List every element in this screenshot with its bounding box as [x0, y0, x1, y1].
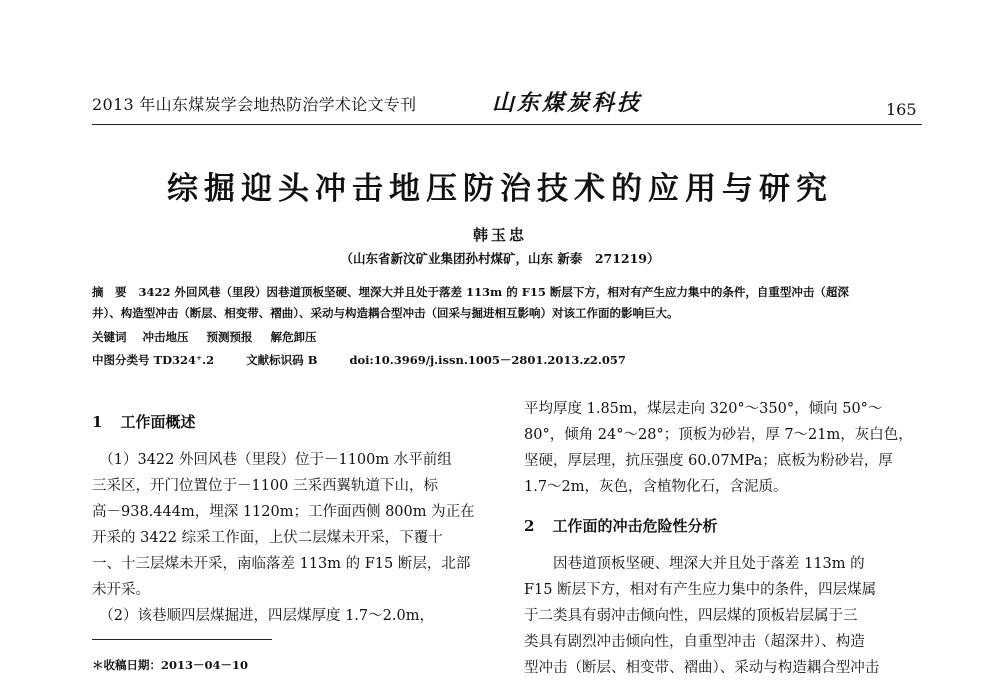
classification-label: 中图分类号	[92, 353, 150, 367]
journal-brand-logo: 山东煤炭科技	[492, 90, 643, 116]
body-line: 开采的 3422 综采工作面，上伏二层煤未开采，下覆十	[92, 530, 443, 546]
footnote-rule	[92, 639, 272, 640]
author-affiliation: （山东省新汶矿业集团孙村煤矿，山东 新泰 271219）	[340, 251, 660, 266]
abstract-label: 摘 要	[92, 285, 127, 299]
doi: doi:10.3969/j.issn.1005－2801.2013.z2.057	[349, 353, 626, 367]
article-author: 韩玉忠	[472, 226, 527, 244]
keyword-item: 预测预报	[206, 330, 253, 344]
abstract-line-2: 井）、构造型冲击（断层、相变带、褶曲）、采动与构造耦合型冲击（回采与掘进相互影响）对该工作面的影响巨大。	[92, 306, 679, 320]
body-line: 未开采。	[92, 582, 150, 598]
body-line: F15 断层下方，相对有产生应力集中的条件，四层煤属	[524, 582, 877, 598]
body-line: 类具有剧烈冲击倾向性，自重型冲击（超深井）、构造	[524, 634, 865, 650]
keyword-item: 解危卸压	[270, 330, 317, 344]
abstract-text-1: 3422 外回风巷（里段）因巷道顶板坚硬、埋深大并且处于落差 113m 的 F15 断层下方，相对有产生应力集中的条件，自重型冲击（超深	[138, 285, 849, 299]
footnote-received-date: ＊收稿日期：2013－04－10	[92, 658, 249, 672]
body-line: （2）该巷顺四层煤掘进，四层煤厚度 1.7～2.0m，	[92, 608, 434, 624]
section-1-heading	[92, 411, 195, 432]
body-line: 坚硬，厚层理，抗压强度 60.07MPa；底板为粉砂岩，厚	[524, 453, 893, 469]
header-rule	[92, 124, 922, 125]
section-1-number: 1	[92, 413, 103, 431]
body-line: 高－938.444m，埋深 1120m；工作面西侧 800m 为正在	[92, 504, 475, 520]
classification-line	[92, 352, 626, 368]
body-line: （1）3422 外回风巷（里段）位于－1100m 水平前组	[92, 452, 452, 468]
article-title: 综掘迎头冲击地压防治技术的应用与研究	[167, 171, 833, 207]
doc-code-label: 文献标识码	[246, 353, 304, 367]
body-line: 三采区，开门位置位于－1100 三采西翼轨道下山，标	[92, 478, 439, 494]
body-line: 型冲击（断层、相变带、褶曲）、采动与构造耦合型冲击	[524, 660, 880, 676]
body-line: 一、十三层煤未开采，南临落差 113m 的 F15 断层，北部	[92, 556, 471, 572]
body-line: 1.7～2m，灰色，含植物化石，含泥质。	[524, 479, 788, 495]
keyword-item: 冲击地压	[142, 330, 189, 344]
section-2-number: 2	[524, 517, 535, 535]
body-line: 因巷道顶板坚硬、埋深大并且处于落差 113m 的	[524, 556, 865, 572]
section-2-title: 工作面的冲击危险性分析	[552, 517, 718, 535]
body-line: 80°，倾角 24°～28°；顶板为砂岩，厚 7～21m，灰白色，	[524, 427, 913, 443]
page-number: 165	[886, 100, 917, 119]
keywords-line	[92, 329, 331, 345]
abstract-line-1	[92, 284, 934, 300]
keywords-label: 关键词	[92, 330, 127, 344]
body-line: 平均厚度 1.85m，煤层走向 320°～350°，倾向 50°～	[524, 401, 883, 417]
section-1-title: 工作面概述	[120, 413, 196, 431]
body-line: 于二类具有弱冲击倾向性，四层煤的顶板岩层属于三	[524, 608, 858, 624]
doc-code: B	[307, 353, 318, 367]
classification-code: TD324⁺.2	[153, 353, 215, 367]
journal-header: 2013 年山东煤炭学会地热防治学术论文专刊	[92, 95, 417, 114]
section-2-heading	[524, 515, 717, 536]
